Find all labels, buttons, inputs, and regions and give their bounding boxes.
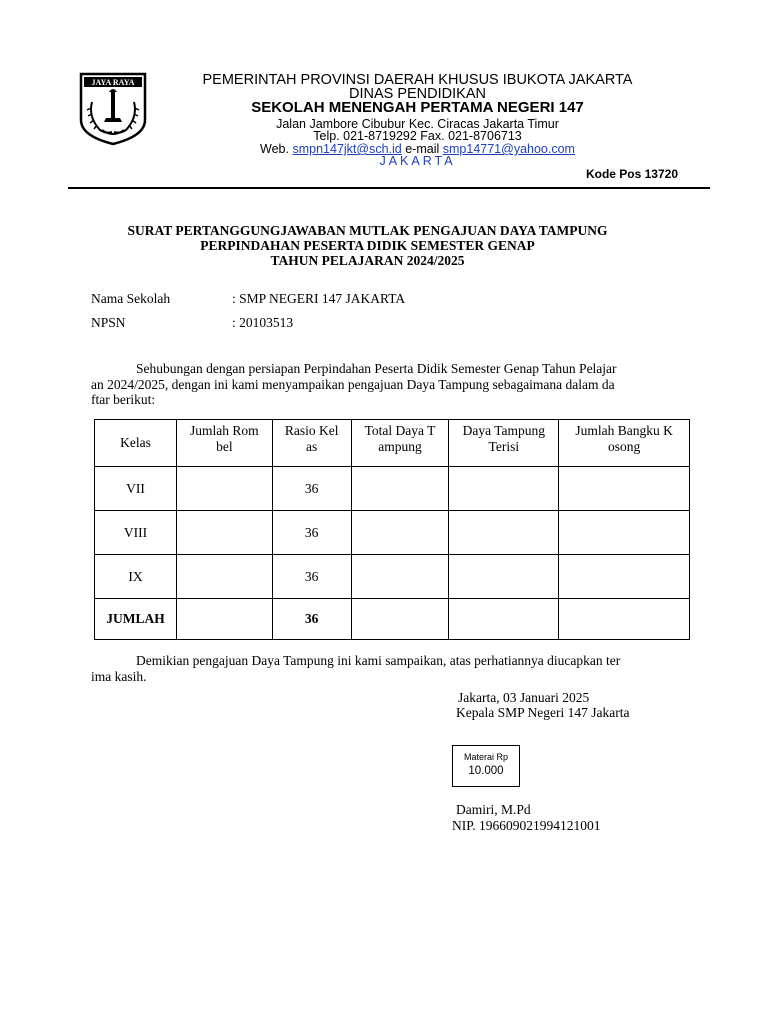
letterhead-divider [68, 187, 710, 189]
intro-line: ftar berikut: [91, 392, 156, 407]
intro-line: Sehubungan dengan persiapan Perpindahan Peserta Didik Semester Genap Tahun Pelajar [136, 361, 617, 376]
table-cell: 36 [272, 555, 351, 599]
table-cell [449, 467, 559, 511]
capacity-table [94, 419, 690, 640]
postal-code: Kode Pos 13720 [585, 167, 678, 181]
table-cell: 36 [272, 467, 351, 511]
table-cell [449, 511, 559, 555]
document-title-line2: PERPINDAHAN PESERTA DIDIK SEMESTER GENAP [200, 238, 535, 253]
table-cell [351, 467, 449, 511]
table-cell [176, 599, 272, 640]
header-total-daya-tampung: Total Daya T ampung [351, 420, 449, 467]
email-link[interactable]: smp14771@yahoo.com [442, 142, 575, 156]
header-kelas: Kelas [95, 420, 177, 467]
intro-line: an 2024/2025, dengan ini kami menyampaikan pengajuan Daya Tampung sebagaimana dalam da [91, 376, 615, 392]
table-cell [176, 555, 272, 599]
document-title-line1: SURAT PERTANGGUNGJAWABAN MUTLAK PENGAJUAN DAYA TAMPUNG [127, 223, 608, 238]
table-cell: JUMLAH [95, 599, 177, 640]
header-jumlah-rombel: Jumlah Rom bel [176, 420, 272, 467]
signatory-nip: NIP. 196609021994121001 [452, 818, 601, 833]
table-cell [559, 599, 690, 640]
stamp-value: 10.000 [468, 765, 504, 777]
signatory-name: Damiri, M.Pd [456, 802, 531, 817]
table-cell [559, 467, 690, 511]
table-cell [176, 467, 272, 511]
place-date: Jakarta, 03 Januari 2025 [458, 690, 590, 705]
intro-paragraph [91, 361, 681, 408]
letterhead-school-name: SEKOLAH MENENGAH PERTAMA NEGERI 147 [251, 99, 584, 116]
header-daya-tampung-terisi: Daya Tampung Terisi [449, 420, 559, 467]
letterhead-department: DINAS PENDIDIKAN [349, 86, 486, 102]
letterhead-government: PEMERINTAH PROVINSI DAERAH KHUSUS IBUKOTA JAKARTA [202, 72, 633, 88]
dki-jakarta-emblem-logo [78, 72, 148, 146]
table-cell [176, 511, 272, 555]
table-row [95, 467, 690, 511]
table-cell: IX [95, 555, 177, 599]
table-cell [559, 511, 690, 555]
letterhead-phone: Telp. 021-8719292 Fax. 021-8706713 [313, 129, 522, 143]
web-label: Web. [260, 142, 289, 156]
closing-paragraph [91, 653, 681, 684]
letterhead-city: JAKARTA [379, 154, 456, 168]
web-link[interactable]: smpn147jkt@sch.id [292, 142, 402, 156]
table-cell: 36 [272, 511, 351, 555]
table-cell: VIII [95, 511, 177, 555]
table-cell: 36 [272, 599, 351, 640]
table-cell [559, 555, 690, 599]
school-name-value: : SMP NEGERI 147 JAKARTA [232, 291, 406, 306]
table-row [95, 555, 690, 599]
signatory-position: Kepala SMP Negeri 147 Jakarta [456, 705, 630, 720]
table-row [95, 511, 690, 555]
header-jumlah-bangku-kosong: Jumlah Bangku K osong [559, 420, 690, 467]
npsn-value: : 20103513 [232, 315, 294, 330]
closing-line: ima kasih. [91, 668, 147, 684]
npsn-label: NPSN [91, 315, 126, 330]
table-header-row [95, 420, 690, 467]
table-cell: VII [95, 467, 177, 511]
table-cell [449, 555, 559, 599]
closing-line: Demikian pengajuan Daya Tampung ini kami sampaikan, atas perhatiannya diucapkan ter [136, 653, 621, 668]
header-rasio-kelas: Rasio Kel as [272, 420, 351, 467]
document-title-line3: TAHUN PELAJARAN 2024/2025 [270, 253, 465, 268]
letterhead-address: Jalan Jambore Cibubur Kec. Ciracas Jakarta Timur [276, 117, 559, 131]
school-name-label: Nama Sekolah [91, 291, 171, 306]
table-total-row [95, 599, 690, 640]
email-label: e-mail [405, 142, 440, 156]
table-cell [351, 555, 449, 599]
table-cell [449, 599, 559, 640]
table-cell [351, 599, 449, 640]
materai-stamp-box [452, 745, 520, 787]
table-cell [351, 511, 449, 555]
stamp-label: Materai Rp [463, 752, 508, 762]
svg-text:JAYA RAYA: JAYA RAYA [91, 78, 135, 87]
